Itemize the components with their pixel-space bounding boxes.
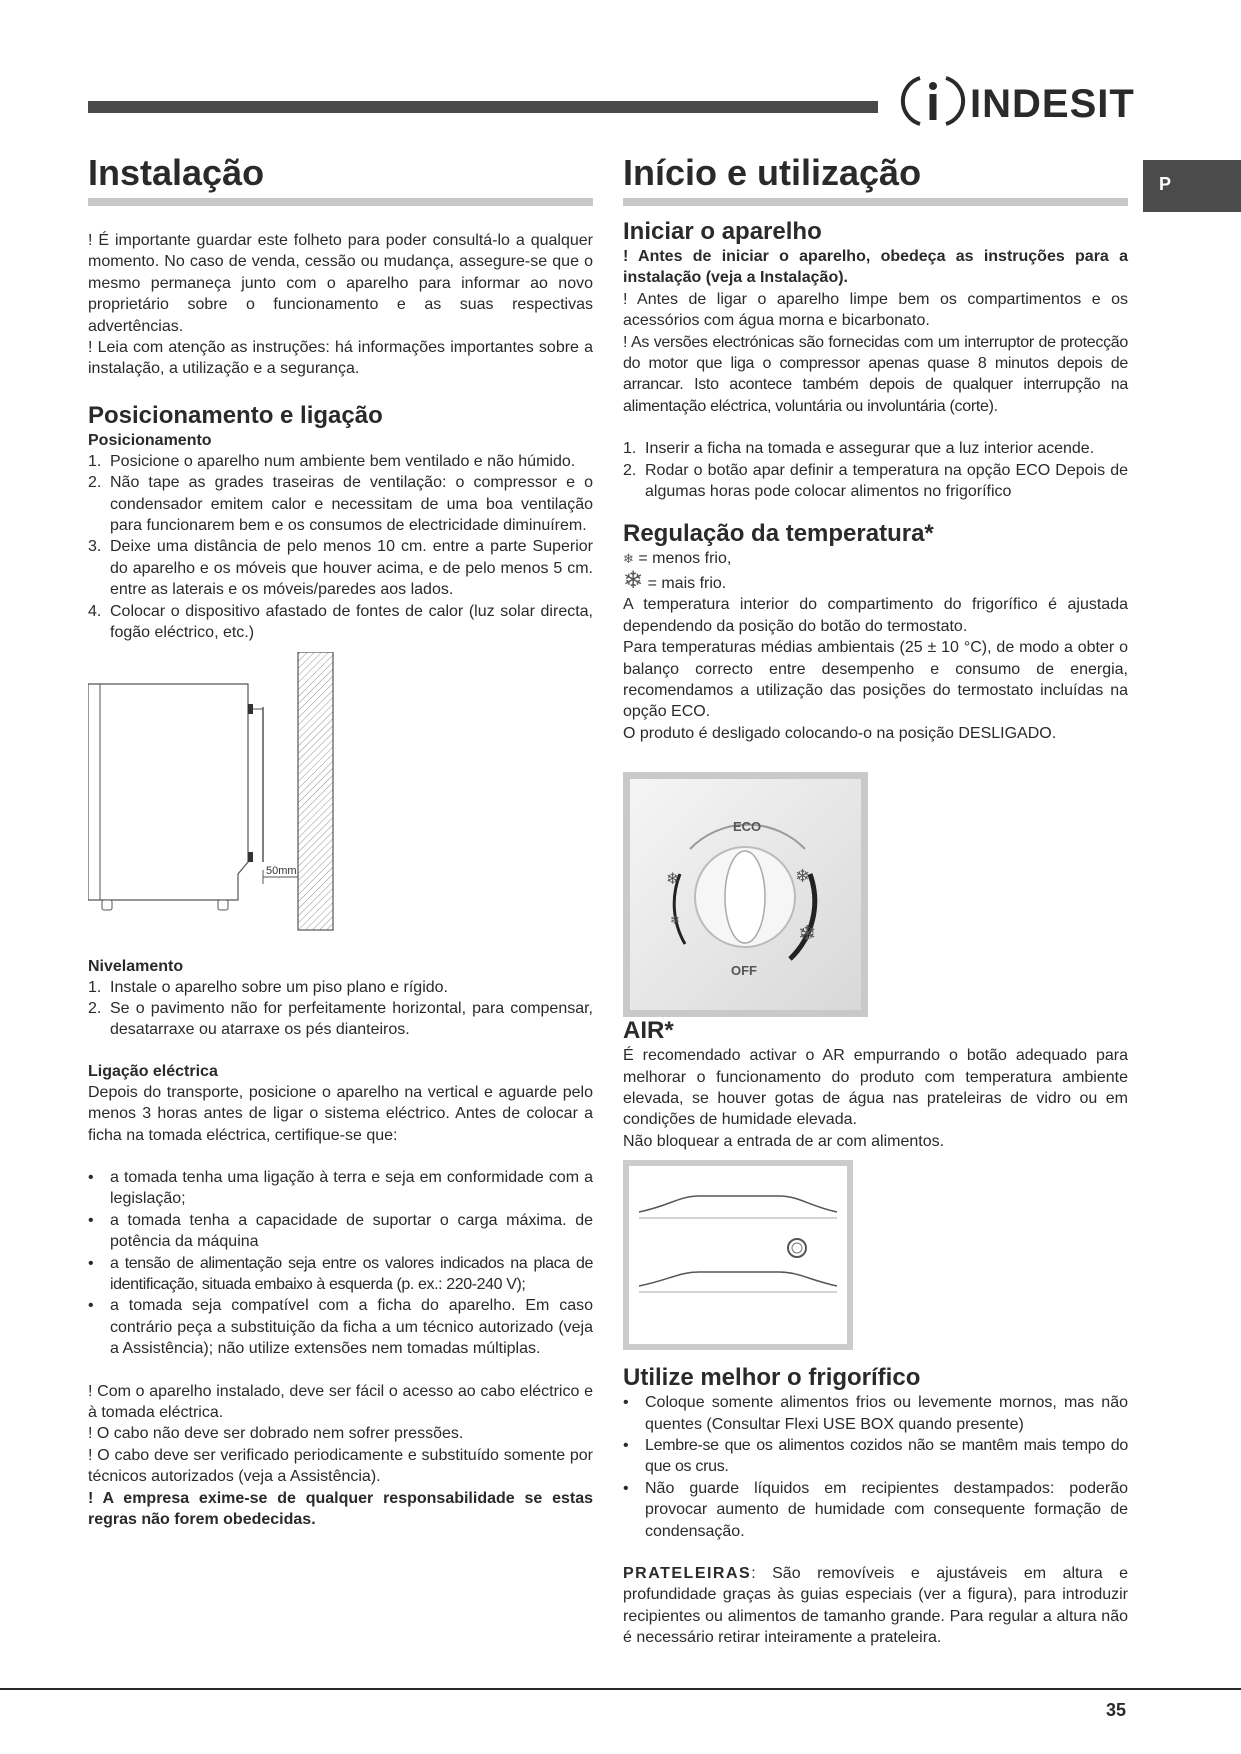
- fridge-clearance-diagram: [88, 652, 593, 942]
- knob-off-label: OFF: [731, 963, 757, 979]
- snowflake-large-icon: ❄: [623, 566, 644, 594]
- usage-title: Início e utilização: [623, 152, 1128, 206]
- air-paragraph: Não bloquear a entrada de ar com alimentos.: [623, 1132, 945, 1150]
- clearance-label: 50mm: [266, 864, 297, 877]
- temp-more-cold: ❄ = mais frio.: [623, 566, 727, 594]
- list-item: • Não guarde líquidos em recipientes destampados: poderão provocar aumento de humidade com consequente formação de condensação.: [623, 1479, 1128, 1540]
- leveling-list: [88, 977, 593, 1041]
- snowflake-icon: ❄: [798, 921, 817, 947]
- brand-logo: [900, 70, 1140, 132]
- leveling-subheading: Nivelamento: [88, 957, 184, 975]
- shelves-paragraph: PRATELEIRAS: São removíveis e ajustáveis em altura e profundidade graças às guias especiais (ver a figura), para introduzir recipientes ou alimentos de tamanho grande. Para regular a altura não é necessário retirar inteiramente a prateleira.: [623, 1565, 1128, 1647]
- temp-less-cold: ❄ = menos frio,: [623, 550, 732, 568]
- start-heading: Iniciar o aparelho: [623, 218, 822, 245]
- use-heading: Utilize melhor o frigorífico: [623, 1364, 921, 1392]
- installation-column: [88, 152, 593, 1530]
- start-warning: ! Antes de iniciar o aparelho, obedeça as instruções para a instalação (veja a Instalação).: [623, 248, 1128, 287]
- brand-logo-icon: [900, 70, 966, 132]
- snowflake-small-icon: ❄: [623, 551, 634, 567]
- list-item: 1. Instale o aparelho sobre um piso plano e rígido.: [88, 978, 448, 996]
- warning-paragraph: ! Com o aparelho instalado, deve ser fácil o acesso ao cabo eléctrico e à tomada eléctrica.: [88, 1382, 593, 1421]
- air-figure: [623, 1160, 853, 1350]
- list-item: 3. Deixe uma distância de pelo menos 10 cm. entre a parte Superior do aparelho e os móveis que houver acima, e de pelo menos 5 cm. entre as laterais e os móveis/paredes aos lados.: [88, 538, 593, 599]
- knob-eco-label: ECO: [733, 819, 762, 835]
- positioning-list: [88, 451, 593, 644]
- page-number: 35: [1106, 1700, 1127, 1720]
- temperature-heading: Regulação da temperatura*: [623, 520, 934, 548]
- language-tab: P: [1143, 160, 1241, 212]
- warning-paragraph: ! O cabo deve ser verificado periodicamente e substituído somente por técnicos autorizados (veja a Assistência).: [88, 1446, 593, 1486]
- snowflake-icon: ❄: [666, 871, 680, 889]
- list-item: 2. Se o pavimento não for perfeitamente horizontal, para compensar, desatarraxe ou atarraxe os pés dianteiros.: [88, 999, 593, 1039]
- installation-title: Instalação: [88, 152, 593, 206]
- list-item: 1. Inserir a ficha na tomada e assegurar que a luz interior acende.: [623, 440, 1095, 458]
- air-heading: AIR*: [623, 1017, 674, 1045]
- thermostat-knob-illustration: [630, 779, 861, 1010]
- start-paragraph: ! As versões electrónicas são fornecidas com um interruptor de protecção do motor que liga o compressor apenas quase 8 minutos depois de arrancar. Isto acontece também depois de qualquer interrupção na alimentação eléctrica, voluntária ou involuntária (corte).: [623, 333, 1128, 415]
- snowflake-icon: ❄: [795, 866, 811, 887]
- electric-subheading: Ligação eléctrica: [88, 1062, 218, 1080]
- list-item: 2. Rodar o botão apar definir a temperatura na opção ECO Depois de algumas horas pode colocar alimentos no frigorífico: [623, 461, 1128, 501]
- air-vent-illustration: [629, 1166, 847, 1344]
- temp-paragraph: Para temperaturas médias ambientais (25 ± 10 °C), de modo a obter o balanço correcto entre desempenho e consumo de energia, recomendamos a utilização das posições do termostato incluídas na opção ECO.: [623, 639, 1128, 721]
- final-warning: ! A empresa exime-se de qualquer responsabilidade se estas regras não forem obedecidas.: [88, 1489, 593, 1529]
- list-item: • Coloque somente alimentos frios ou levemente mornos, mas não quentes (Consultar Flexi USE BOX quando presente): [623, 1394, 1128, 1433]
- installation-figure: [88, 652, 593, 942]
- list-item: • a tomada seja compatível com a ficha do aparelho. Em caso contrário peça a substituição da ficha a um técnico autorizado (veja a Assistência); não utilize extensões nem tomadas múltiplas.: [88, 1297, 593, 1358]
- usage-column: [623, 152, 1128, 1649]
- list-item: • a tomada tenha uma ligação à terra e seja em conformidade com a legislação;: [88, 1168, 593, 1208]
- list-item: • a tomada tenha a capacidade de suportar o carga máxima. de potência da máquina: [88, 1211, 593, 1251]
- footer-rule: [0, 1688, 1241, 1690]
- intro-paragraph: ! É importante guardar este folheto para poder consultá-lo a qualquer momento. No caso de venda, cessão ou mudança, assegure-se que o mesmo permaneça junto com o aparelho para informar ao novo proprietário sobre o funcionamento e as suas respectivas advertências.: [88, 232, 593, 335]
- snowflake-icon: ❄: [670, 913, 681, 928]
- list-item: • a tensão de alimentação seja entre os valores indicados na placa de identificação, situada embaixo à esquerda (p. ex.: 220-240 V);: [88, 1254, 593, 1293]
- list-item: 1. Posicione o aparelho num ambiente bem ventilado e não húmido.: [88, 452, 576, 470]
- start-paragraph: ! Antes de ligar o aparelho limpe bem os compartimentos e os acessórios com água morna e bicarbonato.: [623, 290, 1128, 330]
- thermostat-figure: [623, 772, 868, 1017]
- list-item: 2. Não tape as grades traseiras de ventilação: o compressor e o condensador emitem calor e necessitam de uma boa ventilação para funcionarem bem e os consumos de electricidade diminuírem.: [88, 474, 593, 535]
- brand-name: INDESIT: [970, 82, 1135, 126]
- use-bullets: [623, 1392, 1128, 1542]
- positioning-heading: Posicionamento e ligação: [88, 401, 383, 429]
- electric-intro: Depois do transporte, posicione o aparelho na vertical e aguarde pelo menos 3 horas antes de ligar o sistema eléctrico. Antes de colocar a ficha na tomada eléctrica, certifique-se que:: [88, 1083, 593, 1144]
- intro-paragraph: ! Leia com atenção as instruções: há informações importantes sobre a instalação, a utilização e a segurança.: [88, 339, 593, 378]
- positioning-subheading: Posicionamento: [88, 431, 212, 449]
- warning-paragraph: ! O cabo não deve ser dobrado nem sofrer pressões.: [88, 1425, 464, 1443]
- list-item: 4. Colocar o dispositivo afastado de fontes de calor (luz solar directa, fogão eléctrico, etc.): [88, 602, 593, 642]
- electric-bullets: [88, 1167, 593, 1360]
- list-item: • Lembre-se que os alimentos cozidos não se mantêm mais tempo do que os crus.: [623, 1436, 1128, 1476]
- header-rule: [88, 101, 878, 113]
- temp-paragraph: O produto é desligado colocando-o na posição DESLIGADO.: [623, 724, 1057, 742]
- air-paragraph: É recomendado activar o AR empurrando o botão adequado para melhorar o funcionamento do produto com temperatura ambiente elevada, se houver gotas de água nas prateleiras de vidro ou em condições de humidade elevada.: [623, 1047, 1128, 1129]
- shelves-label: PRATELEIRAS: [623, 1565, 752, 1582]
- temp-paragraph: A temperatura interior do compartimento do frigorífico é ajustada dependendo da posição do botão do termostato.: [623, 596, 1128, 635]
- start-steps: [623, 438, 1128, 502]
